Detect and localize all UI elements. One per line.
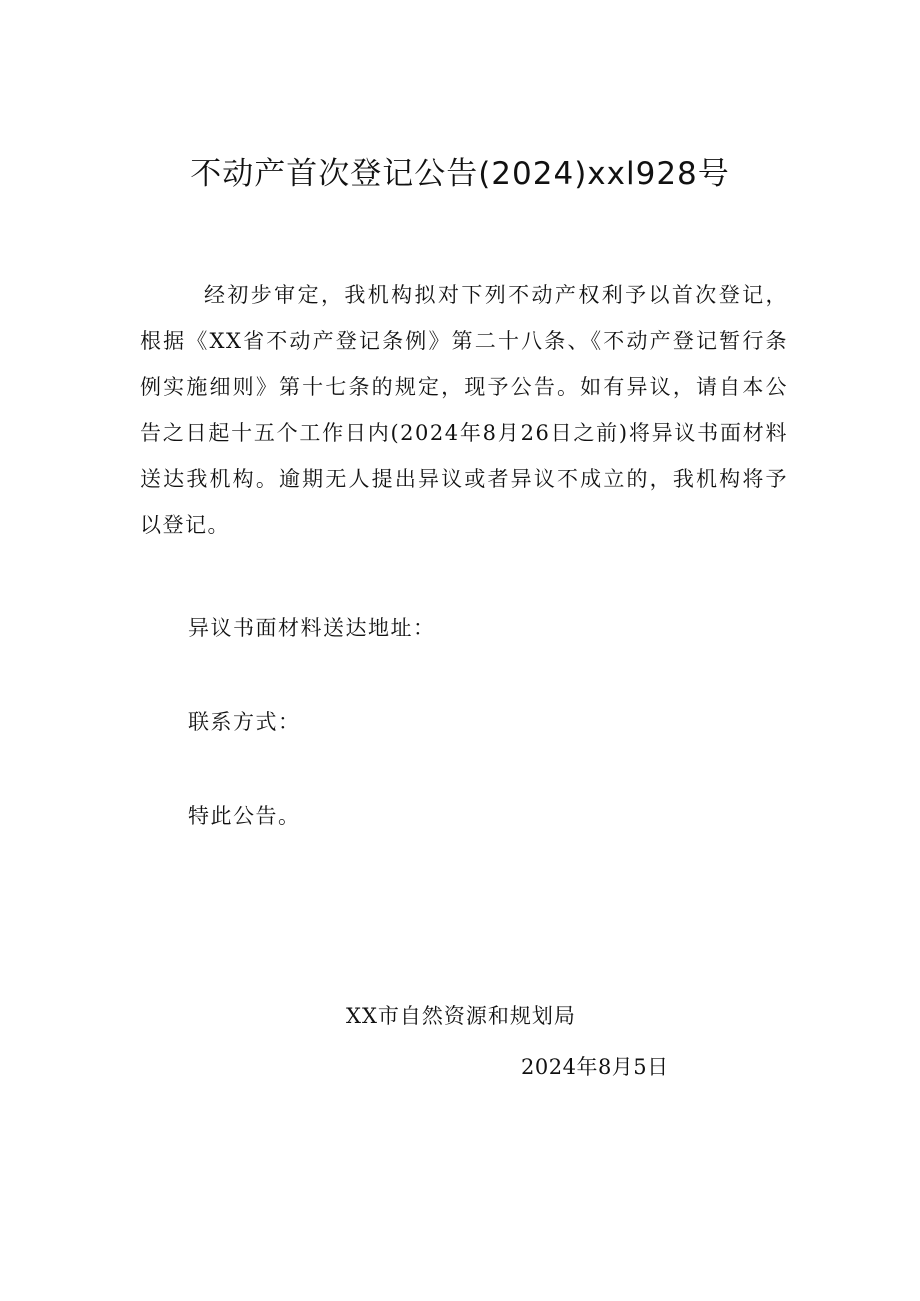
notice-body: 经初步审定，我机构拟对下列不动产权利予以首次登记，根据《XX省不动产登记条例》第二十八条、《不动产登记暂行条例实施细则》第十七条的规定，现予公告。如有异议，请自本公告之日起十五个工作日内(2024年8月26日之前)将异议书面材料送达我机构。逾期无人提出异议或者异议不成立的，我机构将予以登记。 (140, 283, 788, 537)
issue-date: 2024年8月5日 (521, 1055, 669, 1079)
issuer-name: XX市自然资源和规划局 (346, 1004, 576, 1028)
contact-label: 联系方式： (188, 710, 301, 734)
document-title: 不动产首次登记公告(2024)xxl928号 (190, 156, 730, 192)
address-label: 异议书面材料送达地址： (188, 616, 436, 640)
closing-text: 特此公告。 (188, 804, 301, 828)
